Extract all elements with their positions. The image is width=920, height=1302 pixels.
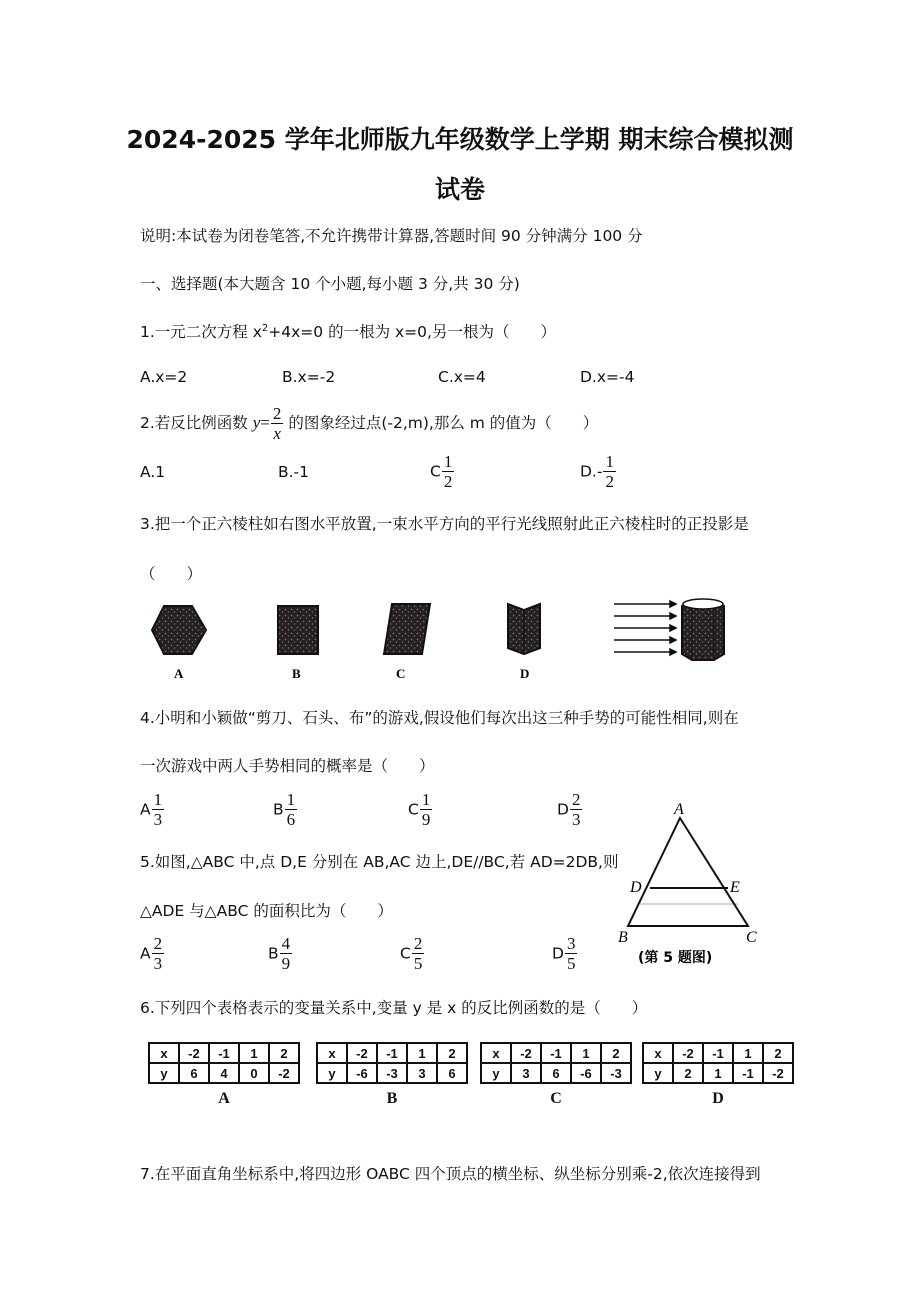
q3-light-rays [614,601,676,655]
q6-d-x1: -2 [673,1043,703,1063]
point-d-label: D [630,879,642,896]
figure-caption: (第 5 题图) [638,950,713,966]
q2-option-d-prefix: D.- [580,462,603,481]
q5-option-b-num: 4 [281,934,291,953]
q5-option-b-fraction [280,934,293,973]
q6-c-y1: 3 [511,1063,541,1083]
question-2 [140,404,598,443]
vertex-a-label: A [674,801,684,818]
q6-d-y3: -1 [733,1063,763,1083]
q6-table-a [148,1042,300,1108]
q3-label-c: C [396,666,406,681]
q6-c-y4: -3 [601,1063,631,1083]
q2-option-d-num: 1 [605,452,614,471]
q2-option-c-fraction [442,452,455,491]
q6-table-d-label: D [712,1090,724,1107]
q4-option-b-prefix: B [273,800,284,819]
q6-a-x2: -1 [209,1043,239,1063]
q6-c-y2: 6 [541,1063,571,1083]
q2-option-c [430,452,454,491]
q3-label-d: D [520,666,530,681]
question-5-line1: 5.如图,△ABC 中,点 D,E 分别在 AB,AC 边上,DE//BC,若 AD=2DB,则 [140,853,619,871]
q1-text-pre: 1.一元二次方程 x [140,323,262,341]
q6-table-c-label: C [550,1090,562,1107]
question-4-line2: 一次游戏中两人手势相同的概率是（ ） [140,757,435,775]
question-3-line1: 3.把一个正六棱柱如右图水平放置,一束水平方向的平行光线照射此正六棱柱时的正投影是 [140,515,749,533]
q2-option-c-prefix: C [430,462,441,481]
question-7-line1: 7.在平面直角坐标系中,将四边形 OABC 四个顶点的横坐标、纵坐标分别乘-2,依次连接得到 [140,1165,761,1183]
q6-b-x-head: x [317,1043,347,1063]
q6-d-y1: 2 [673,1063,703,1083]
q5-option-b [268,934,292,973]
q6-c-x4: 2 [601,1043,631,1063]
section-heading: 一、选择题(本大题含 10 个小题,每小题 3 分,共 30 分) [140,275,520,293]
q3-hexagonal-prism [682,599,724,660]
q2-option-b: B.-1 [278,463,310,481]
q6-table-c [480,1042,632,1108]
q4-option-d-num: 2 [571,790,581,809]
q2-func-eq: = [260,413,270,432]
q6-b-x3: 1 [407,1043,437,1063]
q5-option-a [140,934,164,973]
q5-option-a-prefix: A [140,944,151,963]
q6-b-y1: -6 [347,1063,377,1083]
q5-option-c-prefix: C [400,944,411,963]
q6-d-x2: -1 [703,1043,733,1063]
q5-option-c-num: 2 [413,934,423,953]
q3-shape-b-rectangle [278,606,318,654]
q5-option-d-prefix: D [552,944,564,963]
q2-func-fraction [271,404,284,443]
q2-func-den: x [273,424,281,443]
q6-b-y-head: y [317,1063,347,1083]
q6-a-x3: 1 [239,1043,269,1063]
q2-text-post: 的图象经过点(-2,m),那么 m 的值为（ ） [288,414,599,432]
q2-option-d [580,452,616,491]
q1-text-post: +4x=0 的一根为 x=0,另一根为（ ） [268,323,556,341]
q5-option-b-prefix: B [268,944,279,963]
q6-table-d [642,1042,794,1108]
q6-a-x4: 2 [269,1043,299,1063]
q6-a-y4: -2 [269,1063,299,1083]
q5-option-d-den: 5 [566,954,576,973]
question-4-line1: 4.小明和小颖做“剪刀、石头、布”的游戏,假设他们每次出这三种手势的可能性相同,则在 [140,709,739,727]
q6-b-x2: -1 [377,1043,407,1063]
q6-a-y-head: y [149,1063,179,1083]
q6-b-x4: 2 [437,1043,467,1063]
q6-c-x3: 1 [571,1043,601,1063]
q2-option-c-num: 1 [443,452,453,471]
q2-func-y: y [252,413,261,432]
q4-option-a [140,790,164,829]
page-title-line2: 试卷 [434,175,485,204]
triangle-abc [628,818,748,926]
instructions: 说明:本试卷为闭卷笔答,不允许携带计算器,答题时间 90 分钟满分 100 分 [140,227,643,245]
question-6: 6.下列四个表格表示的变量关系中,变量 y 是 x 的反比例函数的是（ ） [140,999,648,1017]
q2-option-d-den: 2 [605,472,614,491]
q4-option-c-fraction [420,790,433,829]
q6-c-x2: -1 [541,1043,571,1063]
page-title: 2024-2025 学年北师版九年级数学上学期 期末综合模拟测 [126,125,794,154]
q2-option-d-fraction [603,452,616,491]
q4-option-a-prefix: A [140,800,151,819]
q6-table-a-label: A [218,1090,230,1107]
q6-c-x-head: x [481,1043,511,1063]
q5-option-c-fraction [412,934,425,973]
q4-option-a-fraction [152,790,165,829]
vertex-b-label: B [618,929,628,946]
q1-option-d: D.x=-4 [580,368,635,386]
q6-d-x3: 1 [733,1043,763,1063]
q1-option-b: B.x=-2 [282,368,336,386]
q4-option-c [408,790,432,829]
q4-option-b-den: 6 [286,810,296,829]
q5-option-a-num: 2 [153,934,163,953]
point-e-label: E [730,879,740,896]
question-5-line2: △ADE 与△ABC 的面积比为（ ） [140,902,393,920]
q6-b-x1: -2 [347,1043,377,1063]
q3-figures [140,596,740,686]
q2-option-a: A.1 [140,463,166,481]
q1-superscript: 2 [261,322,269,334]
q5-triangle-figure [610,798,770,970]
q6-c-y-head: y [481,1063,511,1083]
q4-option-b-fraction [285,790,298,829]
q6-table-b [316,1042,468,1108]
q6-a-y1: 6 [179,1063,209,1083]
q2-text-pre: 2.若反比例函数 [140,414,248,432]
q2-func-num: 2 [272,404,282,423]
q3-label-a: A [174,666,184,681]
q4-option-d-prefix: D [557,800,569,819]
q6-b-y3: 3 [407,1063,437,1083]
q6-a-y2: 4 [209,1063,239,1083]
q4-option-c-prefix: C [408,800,419,819]
q5-option-b-den: 9 [281,954,291,973]
q5-option-a-fraction [152,934,165,973]
q1-option-c: C.x=4 [438,368,486,386]
q6-d-y2: 1 [703,1063,733,1083]
q6-a-y3: 0 [239,1063,269,1083]
q4-option-c-num: 1 [421,790,431,809]
q6-d-y4: -2 [763,1063,793,1083]
q4-option-d-den: 3 [571,810,581,829]
q5-option-c-den: 5 [413,954,423,973]
q5-option-a-den: 3 [153,954,163,973]
q5-option-d-num: 3 [566,934,576,953]
q2-option-c-den: 2 [443,472,453,491]
q6-d-x-head: x [643,1043,673,1063]
question-1 [140,320,556,342]
q5-option-d [552,934,577,973]
q6-d-y-head: y [643,1063,673,1083]
q6-table-b-label: B [386,1090,398,1107]
q3-shape-c-parallelogram [384,604,430,654]
q4-option-c-den: 9 [421,810,431,829]
q6-b-y4: 6 [437,1063,467,1083]
q4-option-b-num: 1 [286,790,296,809]
q3-shape-a-hexagon [152,606,206,654]
q6-b-y2: -3 [377,1063,407,1083]
q4-option-d [557,790,582,829]
q6-a-x-head: x [149,1043,179,1063]
question-3-line2: （ ） [140,565,203,583]
q4-option-a-num: 1 [153,790,163,809]
q6-c-x1: -2 [511,1043,541,1063]
q6-a-x1: -2 [179,1043,209,1063]
q6-d-x4: 2 [763,1043,793,1063]
q3-label-b: B [292,666,301,681]
q6-c-y3: -6 [571,1063,601,1083]
q5-option-d-fraction [565,934,578,973]
q4-option-a-den: 3 [153,810,163,829]
q1-option-a: A.x=2 [140,368,188,386]
q5-option-c [400,934,424,973]
vertex-c-label: C [746,929,757,946]
q4-option-d-fraction [570,790,583,829]
q4-option-b [273,790,297,829]
